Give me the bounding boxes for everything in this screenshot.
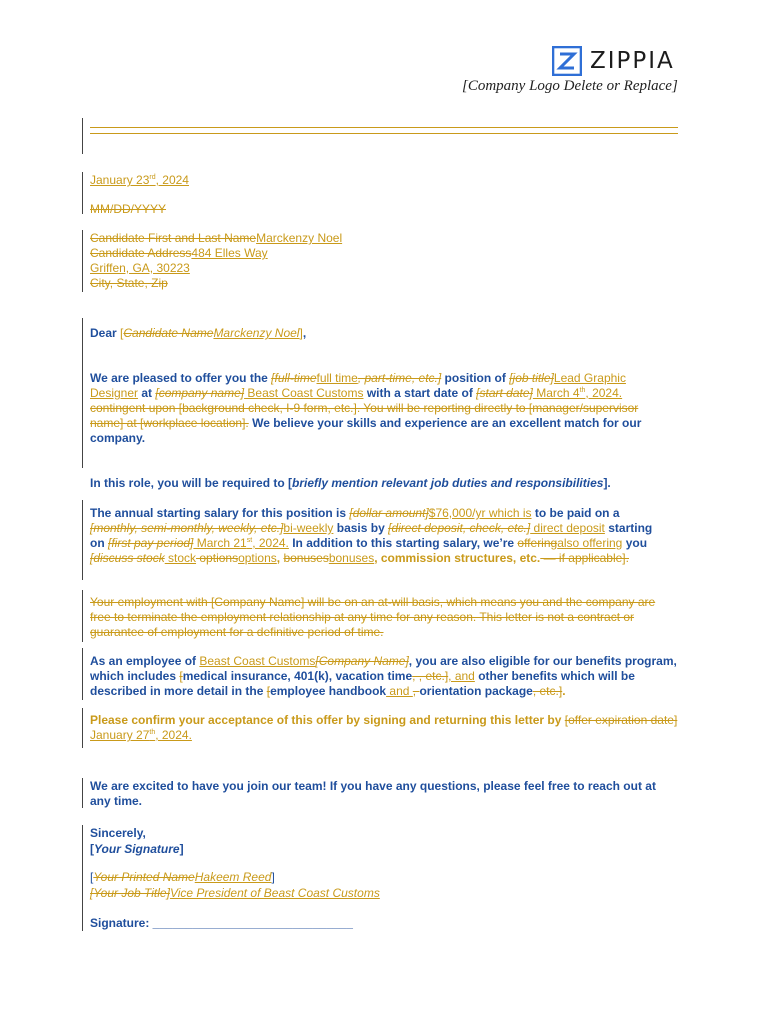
salary-text: In addition to this starting salary, we’re (288, 536, 518, 550)
salary-inserted: also offering (557, 536, 623, 550)
role-text: ]. (603, 476, 611, 490)
offer-deleted: [start date] (476, 386, 533, 400)
role-text: In this role, you will be required to [ (90, 476, 293, 490)
offer-text: We are pleased to offer you the (90, 371, 272, 385)
offer-text: position of (441, 371, 510, 385)
benefits-text: orientation package (419, 684, 533, 698)
signature-label: Signature: (90, 916, 153, 930)
benefits-text: employee handbook (270, 684, 387, 698)
salary-inserted: bi-weekly (283, 521, 334, 535)
address-city-deleted: City, State, Zip (90, 276, 168, 290)
benefits-inserted: Beast Coast Customs (199, 654, 316, 668)
comma: , (302, 326, 307, 340)
salary-deleted: [dollar amount] (349, 506, 429, 520)
offer-text: at (138, 386, 156, 400)
offer-deleted: [full-time (271, 371, 317, 385)
offer-deleted: [job title] (509, 371, 554, 385)
address-city-inserted: Griffen, GA, 30223 (90, 261, 190, 275)
salary-deleted: bonuses (283, 551, 329, 565)
closing-printed-name: [Your Printed NameHakeem Reed] (90, 870, 275, 884)
salary-text: to be paid on a (531, 506, 620, 520)
change-bar (82, 172, 83, 214)
offer-inserted: March 4th, 2024. (532, 386, 623, 400)
offer-paragraph (90, 371, 670, 446)
role-paragraph (90, 476, 680, 491)
salary-inserted: bonuses (328, 551, 375, 565)
salary-deleted: [monthly, semi-monthly, weekly, etc.] (90, 521, 284, 535)
salary-inserted: $76,000/yr which is (428, 506, 532, 520)
salary-text: , (276, 551, 284, 565)
job-title-deleted: [Your Job Title] (90, 886, 170, 900)
offer-deleted: [company name] (155, 386, 245, 400)
address-name-inserted: Marckenzy Noel (256, 231, 343, 245)
benefits-inserted: and (386, 684, 413, 698)
atwill-paragraph: Your employment with [Company Name] will be on an at-will basis, which means you and the company are free to terminate the employment relationship at any time for any reason. This letter is not a contract or guarantee of employment for a definitive period of time. (90, 595, 656, 639)
salary-inserted: March 21st, 2024. (193, 536, 289, 550)
address-street-inserted: 484 Elles Way (191, 246, 268, 260)
logo-brand-text: ZIPPIA (590, 47, 675, 74)
change-bar (82, 825, 83, 931)
header-rule-bottom (90, 133, 678, 134)
salary-deleted: — if applicable]. (540, 551, 629, 565)
company-logo (552, 44, 675, 78)
zippia-logo-icon (552, 46, 582, 76)
bracket: ] (299, 326, 303, 340)
change-bar (82, 230, 83, 292)
salutation-deleted: Candidate Name (123, 326, 214, 340)
role-placeholder: briefly mention relevant job duties and responsibilities (292, 476, 604, 490)
address-block (90, 231, 680, 291)
address-name-deleted: Candidate First and Last Name (90, 231, 257, 245)
salary-paragraph (90, 506, 662, 566)
salary-inserted: options (238, 551, 277, 565)
salary-deleted: [discuss stock (90, 551, 165, 565)
benefits-text: As an employee of (90, 654, 200, 668)
offer-inserted: Lead Graphic Designer (90, 371, 626, 400)
job-title-inserted: Vice President of Beast Coast Customs (169, 886, 380, 900)
benefits-deleted: , (412, 684, 420, 698)
change-bar (82, 648, 83, 700)
offer-inserted: Beast Coast Customs (244, 386, 364, 400)
benefits-deleted: , , etc.] (412, 669, 449, 683)
change-bar (82, 590, 83, 642)
date-line (90, 173, 680, 188)
salary-inserted: stock (164, 551, 197, 565)
change-bar (82, 118, 83, 154)
benefits-deleted: [ (179, 669, 183, 683)
offer-deleted: , part-time, etc.] (357, 371, 442, 385)
salary-deleted: [direct deposit, check, etc.] (388, 521, 531, 535)
printed-name-deleted: Your Printed Name (93, 870, 195, 884)
signature-underline: ______________________________ (152, 916, 353, 930)
date-deleted-line (90, 195, 680, 216)
offer-text: We believe your skills and experience are an excellent match for our company. (90, 416, 642, 445)
signature-line (90, 916, 680, 931)
header-rule-top (90, 127, 678, 128)
salutation-inserted: Marckenzy Noel (213, 326, 300, 340)
salary-text: starting on (90, 521, 653, 550)
change-bar (82, 778, 83, 808)
benefits-deleted: , etc.] (532, 684, 563, 698)
offer-inserted: full time (316, 371, 358, 385)
address-street-deleted: Candidate Address (90, 246, 192, 260)
change-bar (82, 318, 83, 468)
benefits-text: other benefits which will be described in more detail in the (90, 669, 635, 698)
benefits-paragraph (90, 654, 682, 699)
salary-text: The annual starting salary for this position is (90, 506, 350, 520)
offer-deleted: contingent upon [background check, I-9 form, etc.]. You will be reporting directly to [manager/supervisor name] at [workplace location]. (90, 401, 639, 430)
salutation-dear: Dear (90, 326, 121, 340)
benefits-deleted: [ (266, 684, 271, 698)
salary-inserted: direct deposit (530, 521, 605, 535)
closing-sincerely: Sincerely, (90, 826, 146, 840)
salary-text: , commission structures, etc. (374, 551, 541, 565)
salutation (90, 326, 680, 341)
date-inserted: January 23rd, 2024 (90, 173, 189, 187)
salary-deleted: options (196, 551, 239, 565)
closing-job-title (90, 886, 680, 901)
offer-text: with a start date of (363, 386, 477, 400)
benefits-inserted: , and (448, 669, 475, 683)
closing-signature-placeholder: [Your Signature] (90, 842, 184, 856)
confirm-inserted: January 27th, 2024. (90, 728, 192, 742)
benefits-text: . (562, 684, 566, 698)
salary-text: you (622, 536, 648, 550)
bracket: [ (120, 326, 124, 340)
benefits-deleted: [Company Name] (315, 654, 409, 668)
change-bar (82, 500, 83, 580)
confirm-paragraph (90, 713, 680, 743)
confirm-text: Please confirm your acceptance of this offer by signing and returning this letter by (90, 713, 565, 727)
salary-deleted: offering (517, 536, 558, 550)
logo-caption: [Company Logo Delete or Replace] (462, 78, 678, 94)
confirm-deleted: [offer expiration date] (564, 713, 678, 727)
salary-text: basis by (333, 521, 389, 535)
salary-deleted: [first pay period] (108, 536, 194, 550)
printed-name-inserted: Hakeem Reed (194, 870, 272, 884)
benefits-text: medical insurance, 401(k), vacation time (182, 669, 413, 683)
date-deleted: MM/DD/YYYY (90, 202, 167, 216)
change-bar (82, 708, 83, 748)
benefits-text: , you are also eligible for our benefits program, which includes (90, 654, 677, 683)
excited-paragraph: We are excited to have you join our team! If you have any questions, please feel free to reach out at any time. (90, 779, 656, 808)
